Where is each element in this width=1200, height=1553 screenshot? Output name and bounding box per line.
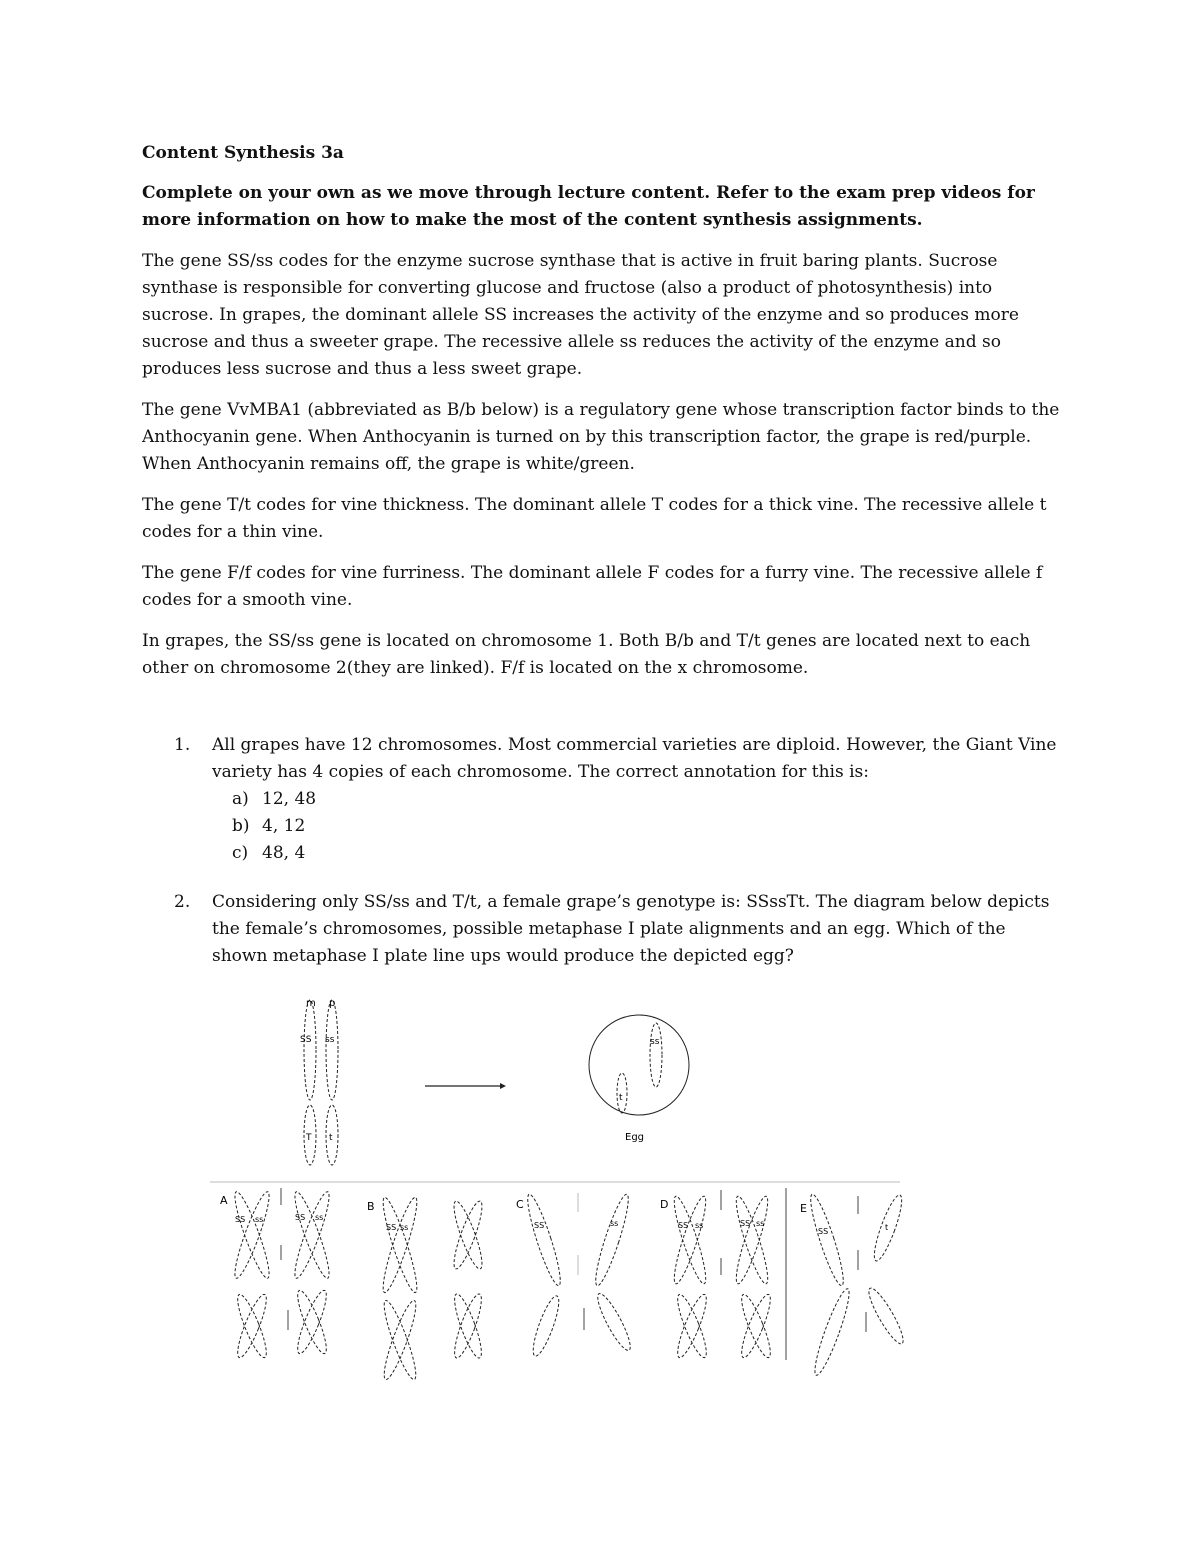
question-body	[212, 889, 1062, 970]
d-SS-label-2: SS	[740, 1219, 751, 1228]
question-2	[142, 889, 1062, 970]
egg-label: Egg	[625, 1132, 645, 1143]
egg-ss-label: ss	[650, 1037, 660, 1047]
female-t-label: t	[329, 1133, 333, 1143]
metaphase-diagram	[200, 990, 910, 1390]
instructions: Complete on your own as we move through lecture content. Refer to the exam prep videos for more information on how to make the most of the content synthesis assignments.	[142, 183, 1035, 230]
page-title: Content Synthesis 3a	[142, 143, 344, 163]
female-T-label: T	[306, 1133, 312, 1143]
option-label-a: A	[220, 1194, 228, 1207]
option-letter: b)	[232, 816, 250, 836]
a-ss-label: ss	[255, 1215, 264, 1224]
d-SS-label: SS	[678, 1221, 689, 1230]
b-ss-label: ss	[400, 1223, 409, 1232]
a-SS-label: SS	[235, 1215, 246, 1224]
paternal-label: p	[329, 998, 336, 1009]
e-SS-label: SS	[818, 1227, 829, 1236]
option-c-alignment	[523, 1192, 636, 1358]
paragraph-vine-furriness: The gene F/f codes for vine furriness. The dominant allele F codes for a furry vine. The recessive allele f codes for a smooth vine.	[142, 563, 1043, 610]
egg-cell	[589, 1015, 689, 1115]
egg-t-label: t	[619, 1093, 623, 1103]
question-body	[212, 732, 1062, 867]
paragraph-chromosome-locations: In grapes, the SS/ss gene is located on chromosome 1. Both B/b and T/t genes are located next to each other on chromosome 2(they are linked). F/f is located on the x chromosome.	[142, 631, 1031, 678]
a-SS-label-2: SS	[295, 1213, 306, 1222]
option-b	[212, 813, 1062, 840]
question-1	[142, 732, 1062, 867]
option-label-c: C	[516, 1198, 524, 1211]
option-label-d: D	[660, 1198, 669, 1211]
option-a	[212, 786, 1062, 813]
option-allele-labels	[235, 1213, 888, 1236]
option-letter: a)	[232, 789, 249, 809]
paragraph-sucrose-gene: The gene SS/ss codes for the enzyme sucrose synthase that is active in fruit baring plants. Sucrose synthase is responsible for converting glucose and fructose (also a product of photosynthesis) into sucrose. In grapes, the dominant allele SS increases the activity of the enzyme and so produces more sucrose and thus a sweeter grape. The recessive allele ss reduces the activity of the enzyme and so produces less sucrose and thus a less sweet grape.	[142, 251, 1019, 379]
b-SS-label: SS	[386, 1223, 397, 1232]
paragraph-vvmba1-gene: The gene VvMBA1 (abbreviated as B/b below) is a regulatory gene whose transcription factor binds to the Anthocyanin gene. When Anthocyanin is turned on by this transcription factor, the grape is red/purple. When Anthocyanin remains off, the grape is white/green.	[142, 400, 1060, 474]
option-label-b: B	[367, 1200, 375, 1213]
arrow-icon	[425, 1083, 506, 1089]
female-ss-label: ss	[325, 1035, 335, 1045]
question-list	[142, 732, 1062, 970]
question-text: Considering only SS/ss and T/t, a female grape’s genotype is: SSssTt. The diagram below depicts the female’s chromosomes, possible metaphase I plate alignments and an egg. Which of the shown metaphase I plate line ups would produce the depicted egg?	[212, 892, 1050, 966]
option-c	[212, 840, 1062, 867]
paragraph-vine-thickness: The gene T/t codes for vine thickness. The dominant allele T codes for a thick vine. The recessive allele t codes for a thin vine.	[142, 495, 1047, 542]
option-e-alignment	[806, 1192, 909, 1377]
question-number: 1.	[174, 735, 191, 755]
question-text: All grapes have 12 chromosomes. Most commercial varieties are diploid. However, the Giant Vine variety has 4 copies of each chromosome. The correct annotation for this is:	[212, 735, 1057, 782]
c-SS-label: SS	[534, 1221, 545, 1230]
c-ss-label: ss	[610, 1219, 619, 1228]
d-ss-label: ss	[695, 1221, 704, 1230]
e-t-label: t	[885, 1223, 889, 1232]
option-letter: c)	[232, 843, 249, 863]
d-ss-label-2: ss	[756, 1219, 765, 1228]
a-ss-label-2: ss	[315, 1213, 324, 1222]
option-text: 48, 4	[262, 843, 306, 863]
option-text: 12, 48	[262, 789, 317, 809]
female-SS-label: SS	[300, 1035, 312, 1045]
option-label-e: E	[800, 1202, 807, 1215]
maternal-label: m	[306, 998, 316, 1009]
question-number: 2.	[174, 892, 191, 912]
option-text: 4, 12	[262, 816, 306, 836]
document-content	[142, 140, 1062, 992]
